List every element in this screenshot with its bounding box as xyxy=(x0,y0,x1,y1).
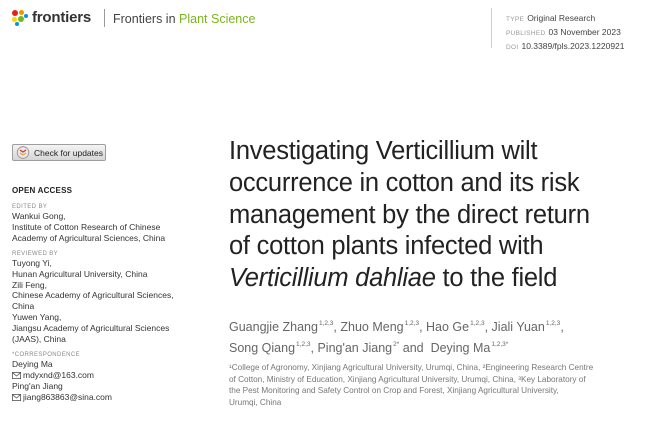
correspondent-email-link[interactable] xyxy=(12,370,212,381)
check-for-updates-icon xyxy=(16,146,30,159)
affiliation-line: of Cotton, Ministry of Education, Xinjiang Agricultural University, Urumqi, China, ³Key Laboratory of xyxy=(229,374,586,384)
reviewer-line: Jiangsu Academy of Agricultural Sciences xyxy=(12,323,170,334)
article-title xyxy=(229,136,644,295)
affiliations xyxy=(229,362,641,408)
edited-by-section xyxy=(12,204,212,244)
edited-by-label: EDITED BY xyxy=(12,204,48,210)
correspondence-label: *CORRESPONDENCE xyxy=(12,351,81,358)
author[interactable]: Jiali Yuan$^{1,2,3}$ xyxy=(491,320,561,334)
reviewer-line: Hunan Agricultural University, China xyxy=(12,268,148,279)
reviewer-line: Yuwen Yang, xyxy=(12,312,62,323)
author[interactable]: Hao Ge$^{1,2,3}$ xyxy=(426,320,485,334)
check-for-updates-button[interactable] xyxy=(12,144,106,161)
journal-accent: Plant Science xyxy=(179,12,256,26)
brand-name: frontiers xyxy=(32,9,92,26)
check-for-updates-label: Check for updates xyxy=(34,147,103,158)
envelope-icon xyxy=(12,372,21,379)
meta-published: PUBLISHED 03 November 2023 xyxy=(506,27,621,37)
author[interactable]: Song Qiang$^{1,2,3}$ xyxy=(229,341,311,355)
reviewer-line: Zili Feng, xyxy=(12,279,47,290)
envelope-icon xyxy=(12,394,21,401)
reviewed-by-label: REVIEWED BY xyxy=(12,250,59,257)
correspondent-email: jiang863863@sina.com xyxy=(23,391,112,402)
frontiers-logo-mark xyxy=(12,10,28,26)
article-sidebar xyxy=(12,186,212,403)
title-line: of cotton plants infected with xyxy=(229,232,544,261)
editor-line: Wankui Gong, xyxy=(12,211,66,221)
meta-doi[interactable]: DOI 10.3389/fpls.2023.1220921 xyxy=(506,41,625,51)
author[interactable]: Guangjie Zhang$^{1,2,3}$ xyxy=(229,320,334,334)
author-line: Guangjie Zhang$^{1,2,3}$, Zhuo Meng$^{1,2,3}$, Hao Ge$^{1,2,3}$, Jiali Yuan$^{1,2,3}$, xyxy=(229,320,564,334)
title-species: Verticillium dahliae xyxy=(229,264,436,293)
title-line xyxy=(229,263,644,295)
journal-name[interactable] xyxy=(113,12,255,26)
author-list xyxy=(229,315,641,357)
reviewer-line: Chinese Academy of Agricultural Sciences, xyxy=(12,290,174,301)
correspondent-email-link[interactable] xyxy=(12,392,212,403)
reviewer-line: China xyxy=(12,301,35,312)
reviewer-line: Tuyong Yi, xyxy=(12,257,52,268)
correspondence-section xyxy=(12,352,212,403)
meta-type: TYPE Original Research xyxy=(506,13,596,23)
reviewer-line: (JAAS), China xyxy=(12,334,66,345)
affiliation-line: Urumqi, China xyxy=(229,397,282,407)
journal-prefix: Frontiers in xyxy=(113,12,176,26)
title-line: occurrence in cotton and its risk xyxy=(229,168,580,197)
open-access-label: OPEN ACCESS xyxy=(12,186,73,195)
editor-line: Academy of Agricultural Sciences, China xyxy=(12,232,166,243)
article-meta xyxy=(506,12,625,54)
meta-divider xyxy=(491,8,492,48)
correspondent-name: Ping'an Jiang xyxy=(12,380,63,391)
author[interactable]: Ping'an Jiang$^{2*}$ xyxy=(317,341,400,355)
frontiers-logo[interactable] xyxy=(12,9,91,26)
author-line: Song Qiang$^{1,2,3}$, Ping'an Jiang$^{2*}$ and Deying $Ma^{1,2,3*}$ xyxy=(229,341,509,355)
reviewed-by-section xyxy=(12,251,212,345)
author[interactable]: Deying $Ma^{1,2,3*}$ xyxy=(430,341,509,355)
editor-line: Institute of Cotton Research of Chinese xyxy=(12,221,161,232)
header-divider xyxy=(104,9,105,27)
correspondent-email: mdyxnd@163.com xyxy=(23,369,94,380)
title-line: management by the direct return xyxy=(229,200,590,229)
affiliation-line: ¹College of Agronomy, Xinjiang Agricultural University, Urumqi, China, ²Engineering Research Centre xyxy=(229,363,594,372)
title-line: Investigating Verticillium wilt xyxy=(229,137,538,165)
author[interactable]: Zhuo Meng$^{1,2,3}$ xyxy=(340,320,420,334)
correspondent-name: Deying Ma xyxy=(12,358,53,369)
title-tail: to the field xyxy=(435,264,558,293)
affiliation-line: the Pest Monitoring and Safety Control on Crop and Forest, Xinjiang Agricultural University, xyxy=(229,386,559,396)
